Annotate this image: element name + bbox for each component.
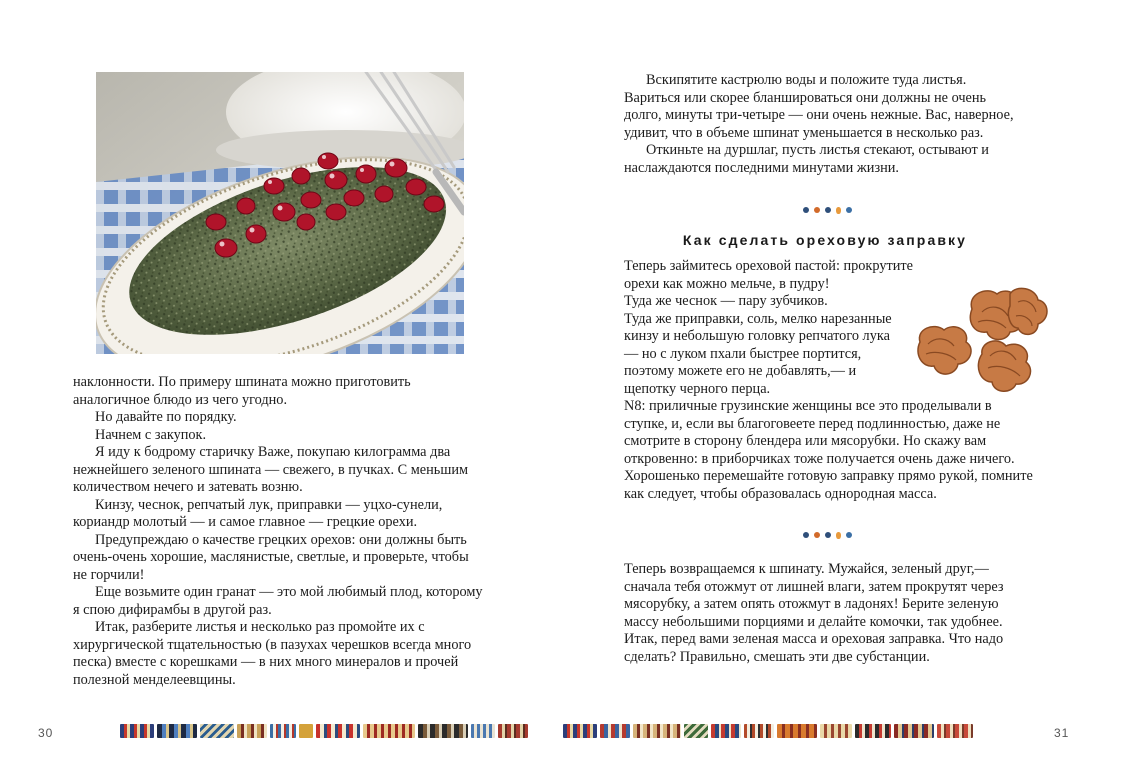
ornament-tile <box>498 724 528 738</box>
divider-dot <box>836 532 841 539</box>
ornament-tile <box>711 724 741 738</box>
right-page-intro <box>624 72 1024 177</box>
ornament-tile <box>894 724 934 738</box>
ornament-tile <box>684 724 708 738</box>
ornament-tile <box>237 724 267 738</box>
ornament-tile <box>777 724 817 738</box>
ornament-tile <box>855 724 891 738</box>
divider-dot <box>814 532 820 538</box>
divider-dot <box>825 532 831 538</box>
ornament-tile <box>633 724 681 738</box>
paragraph: Откиньте на дуршлаг, пусть листья стекают, остывают и наслаждаются последними минутами жизни. <box>624 142 989 176</box>
pkhali-dish-illustration <box>96 72 464 354</box>
left-page-body <box>73 374 483 689</box>
ornament-tile <box>120 724 154 738</box>
divider-dot <box>825 207 831 213</box>
dish-photo <box>96 72 464 354</box>
paragraph: Кинзу, чеснок, репчатый лук, приправки — уцхо-сунели, кориандр молотый — и самое главное — грецкие орехи. <box>73 496 443 530</box>
divider-dot <box>803 532 809 538</box>
ornament-tile <box>200 724 234 738</box>
section-divider-dots <box>803 531 852 539</box>
page-number-right: 31 <box>1054 726 1070 740</box>
ornament-tile <box>363 724 415 738</box>
paragraph: Итак, разберите листья и несколько раз промойте их с хирургической тщательностью (в пазухах черешков всегда много песка) вместе с корешками — в них много минералов и прочей полезной менделеевщины. <box>73 619 472 688</box>
footer-ornament-left <box>120 724 528 740</box>
mixing-section <box>624 561 1034 666</box>
paragraph: Предупреждаю о качестве грецких орехов: они должны быть очень-очень хорошие, маслянистые, светлые, и проверьте, чтобы не горчили! <box>73 531 469 583</box>
paragraph: Итак, перед вами зеленая масса и ореховая заправка. Что надо сделать? Правильно, смешать эти две субстанции. <box>624 631 1004 665</box>
paragraph: Хорошенько перемешайте готовую заправку прямо рукой, помните как следует, чтобы образовалась однородная масса. <box>624 468 1033 502</box>
paragraph: наклонности. По примеру шпината можно приготовить аналогичное блюдо из чего угодно. <box>73 374 411 408</box>
divider-dot <box>814 207 820 213</box>
section-divider-dots <box>803 206 852 214</box>
ornament-tile <box>270 724 296 738</box>
ornament-tile <box>157 724 197 738</box>
divider-dot <box>803 207 809 213</box>
footer-ornament-right <box>563 724 973 740</box>
ornament-tile <box>471 724 495 738</box>
paragraph: Туда же приправки, соль, мелко нарезанные кинзу и небольшую головку репчатого лука — но с луком пхали быстрее портится, поэтому можете его не добавлять,— и щепотку черного перца. <box>624 310 892 397</box>
section-heading: Как сделать ореховую заправку <box>682 232 968 248</box>
walnut-illustration <box>912 284 1052 399</box>
paragraph: Вскипятите кастрюлю воды и положите туда листья. Вариться или скорее бланшироваться они должны не очень долго, минуты три-четыре — они очень нежные. Вас, наверное, удивит, что в объеме шпинат уменьшается в несколько раз. <box>624 72 1014 141</box>
paragraph: N8: приличные грузинские женщины все это проделывали в ступке, и, если вы благоговеете перед подлинностью, даже не смотрите в сторону блендера или мясорубки. Но скажу вам откровенно: в приборчиках тоже получается очень даже ничего. <box>624 398 1015 467</box>
ornament-tile <box>744 724 774 738</box>
paragraph: Теперь займитесь ореховой пастой: прокрутите орехи как можно мельче, в пудру! <box>624 258 913 292</box>
ornament-tile <box>600 724 630 738</box>
paragraph: Но давайте по порядку. <box>95 409 237 425</box>
divider-dot <box>846 207 852 213</box>
paragraph: Туда же чеснок — пару зубчиков. <box>624 293 828 309</box>
page-number-left: 30 <box>38 726 54 740</box>
paragraph: Я иду к бодрому старичку Важе, покупаю килограмма два нежнейшего зеленого шпината — свежего, в пучках. С меньшим количеством нечего и затевать возню. <box>73 444 469 495</box>
ornament-tile <box>316 724 360 738</box>
divider-dot <box>846 532 852 538</box>
ornament-tile <box>563 724 597 738</box>
divider-dot <box>836 207 841 214</box>
ornament-tile <box>937 724 973 738</box>
paragraph: Теперь возвращаемся к шпинату. Мужайся, зеленый друг,— сначала тебя отожмут от лишней влаги, затем прокрутят через мясорубку, а затем опять отожмут в ладонях! Берите зеленую массу небольшими порциями и делайте комочки, так удобнее. <box>624 561 1004 630</box>
ornament-tile <box>418 724 468 738</box>
paragraph: Начнем с закупок. <box>95 426 207 443</box>
ornament-tile <box>299 724 313 738</box>
ornament-tile <box>820 724 852 738</box>
paragraph: Еще возьмите один гранат — это мой любимый плод, которому я спою дифирамбы в другой раз. <box>73 584 483 618</box>
